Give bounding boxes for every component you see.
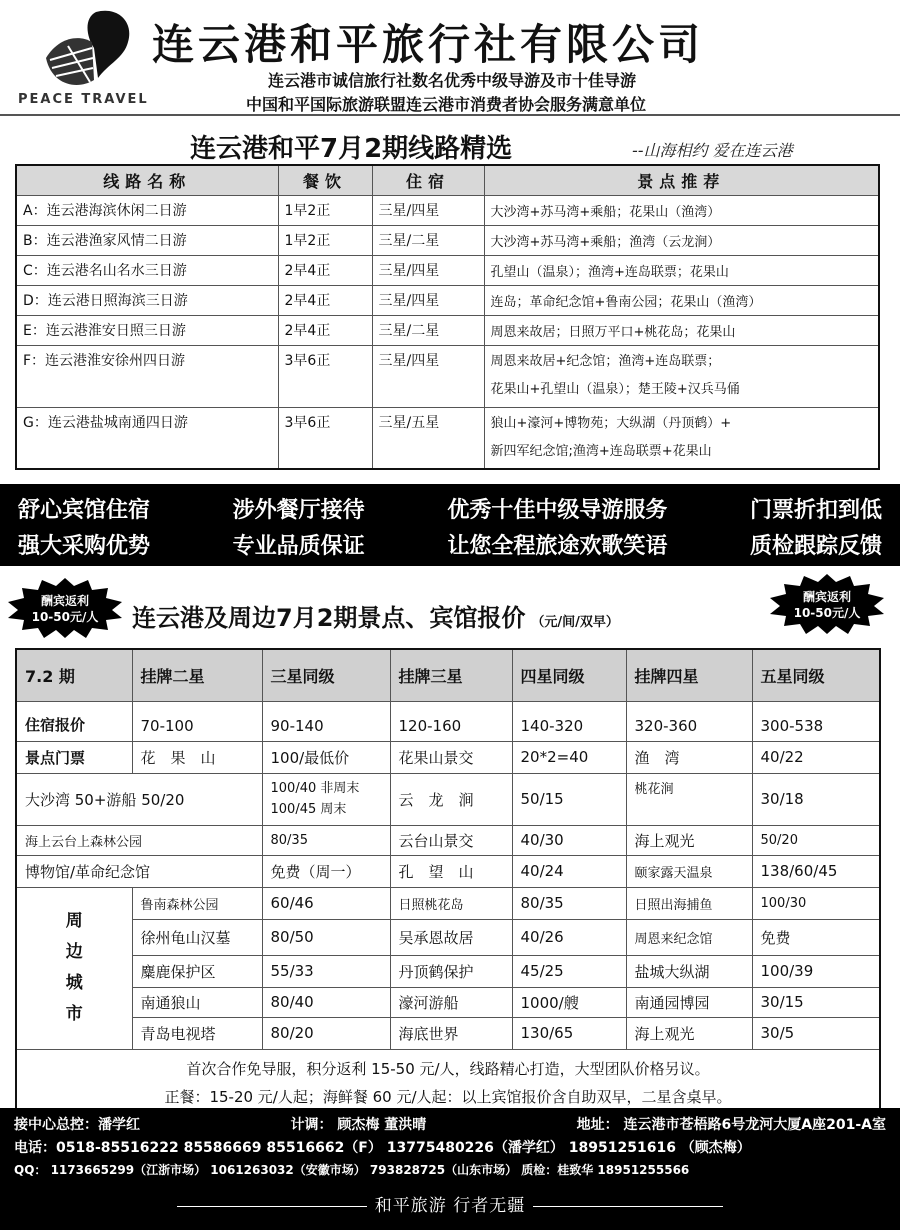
prices-title — [132, 598, 619, 633]
price-line: 100/45 周末 — [270, 802, 347, 817]
price-cell: 40/24 — [512, 855, 626, 887]
table-row — [16, 345, 879, 407]
spot-name: 云 龙 涧 — [390, 773, 512, 825]
col-header: 四星同级 — [512, 649, 626, 701]
footer-line — [14, 1112, 886, 1135]
spot-name: 云台山景交 — [390, 825, 512, 855]
spot-name: 吴承恩故居 — [390, 919, 512, 955]
routes-header-row — [16, 165, 879, 195]
table-row — [16, 741, 880, 773]
table-row — [16, 919, 880, 955]
rebate-badge-left — [6, 578, 124, 638]
slogan-rule — [177, 1206, 367, 1207]
table-row — [16, 855, 880, 887]
footer-line — [14, 1158, 886, 1181]
table-row — [16, 773, 880, 825]
prices-unit: （元/间/双早） — [531, 615, 619, 630]
spot-name: 海上观光 — [626, 1017, 752, 1049]
banner-item: 涉外餐厅接待 — [232, 497, 365, 523]
col-header: 挂牌四星 — [626, 649, 752, 701]
banner-line — [18, 490, 882, 526]
notes-cell — [16, 1049, 880, 1117]
price-line: 100/40 非周末 — [270, 781, 360, 796]
price-cell: 80/35 — [512, 887, 626, 919]
col-header: 五星同级 — [752, 649, 880, 701]
price-cell: 60/46 — [262, 887, 390, 919]
note-line: 首次合作免导服，积分返利 15-50 元/人，线路精心打造，大型团队价格另议。 — [186, 1059, 710, 1078]
spot-name: 颐家露天温泉 — [626, 855, 752, 887]
price-cell: 80/50 — [262, 919, 390, 955]
service-banner — [0, 484, 900, 566]
price-cell: 80/40 — [262, 987, 390, 1017]
price-cell: 320-360 — [626, 701, 752, 741]
route-hotel: 三星/四星 — [372, 285, 484, 315]
planners: 计调： 顾杰梅 董洪晴 — [290, 1116, 427, 1133]
spot-name: 南通狼山 — [132, 987, 262, 1017]
col-header: 景点推荐 — [484, 165, 879, 195]
qq-numbers: QQ： 1173665299（江浙市场） 1061263032（安徽市场） 793828725（山东市场） 质检：桂致华 18951255566 — [14, 1163, 690, 1177]
badge-line: 10-50元/人 — [793, 606, 861, 620]
spot-name: 丹顶鹤保护 — [390, 955, 512, 987]
control-center: 接中心总控：潘学红 — [14, 1116, 140, 1133]
price-cell — [262, 773, 390, 825]
table-row — [16, 285, 879, 315]
route-meal: 1早2正 — [278, 195, 372, 225]
note-line: 正餐：15-20 元/人起；海鲜餐 60 元/人起：以上宾馆报价含自助双早，二星含桌早。 — [164, 1087, 732, 1106]
prices-title-text: 连云港及周边7月2期景点、宾馆报价 — [132, 604, 526, 632]
price-cell: 30/18 — [752, 773, 880, 825]
col-header: 住宿 — [372, 165, 484, 195]
badge-line: 10-50元/人 — [31, 610, 99, 624]
price-cell: 80/35 — [262, 825, 390, 855]
banner-item: 舒心宾馆住宿 — [18, 497, 151, 523]
price-cell: 138/60/45 — [752, 855, 880, 887]
route-spots: 大沙湾+苏马湾+乘船；花果山（渔湾） — [484, 195, 879, 225]
spot-name: 桃花涧 — [626, 773, 752, 825]
route-hotel: 三星/四星 — [372, 255, 484, 285]
spot-name: 大沙湾 50+游船 50/20 — [16, 773, 262, 825]
spot-name: 海底世界 — [390, 1017, 512, 1049]
slogan-rule — [533, 1206, 723, 1207]
price-cell: 免费（周一） — [262, 855, 390, 887]
spot-name: 海上云台上森林公园 — [16, 825, 262, 855]
badge-line: 酬宾返利 — [802, 590, 851, 604]
subtitle-1: 连云港市诚信旅行社数名优秀中级导游及市十佳导游 — [268, 71, 637, 90]
logo-text: PEACE TRAVEL — [18, 92, 149, 107]
route-hotel: 三星/五星 — [372, 407, 484, 469]
route-hotel: 三星/二星 — [372, 315, 484, 345]
routes-title: 连云港和平7月2期线路精选 — [190, 134, 513, 164]
divider — [0, 114, 900, 116]
spot-name: 日照桃花岛 — [390, 887, 512, 919]
price-cell: 1000/艘 — [512, 987, 626, 1017]
spot-name: 盐城大纵湖 — [626, 955, 752, 987]
rebate-badge-right — [768, 574, 886, 634]
route-spots: 孔望山（温泉）；渔湾+连岛联票；花果山 — [484, 255, 879, 285]
spot-name: 海上观光 — [626, 825, 752, 855]
footer-slogan — [14, 1191, 886, 1216]
spot-name: 徐州龟山汉墓 — [132, 919, 262, 955]
price-cell: 40/26 — [512, 919, 626, 955]
route-spots: 连岛；革命纪念馆+鲁南公园；花果山（渔湾） — [484, 285, 879, 315]
prices-table — [15, 648, 881, 1118]
route-spots-line: 花果山+孔望山（温泉）；楚王陵+汉兵马俑 — [490, 382, 740, 397]
route-meal: 2早4正 — [278, 285, 372, 315]
price-cell: 免费 — [752, 919, 880, 955]
price-cell: 120-160 — [390, 701, 512, 741]
spot-name: 南通园博园 — [626, 987, 752, 1017]
col-header: 餐饮 — [278, 165, 372, 195]
route-name: C：连云港名山名水三日游 — [16, 255, 278, 285]
price-cell: 30/5 — [752, 1017, 880, 1049]
company-name: 连云港和平旅行社有限公司 — [152, 20, 705, 69]
route-name: E：连云港淮安日照三日游 — [16, 315, 278, 345]
footer-line — [14, 1135, 886, 1158]
peace-travel-logo-icon — [38, 8, 138, 92]
col-header: 挂牌二星 — [132, 649, 262, 701]
banner-item: 质检跟踪反馈 — [749, 533, 882, 559]
nearby-cities-text: 周边城市 — [65, 911, 83, 1024]
phones: 电话：0518-85516222 85586669 85516662（F） 13775480226（潘学红） 18951251616 （顾杰梅） — [14, 1139, 751, 1156]
table-row — [16, 955, 880, 987]
subtitle-2: 中国和平国际旅游联盟连云港市消费者协会服务满意单位 — [246, 95, 647, 114]
routes-table — [15, 164, 880, 470]
table-row — [16, 825, 880, 855]
spot-name: 周恩来纪念馆 — [626, 919, 752, 955]
spot-name: 博物馆/革命纪念馆 — [16, 855, 262, 887]
route-spots — [484, 345, 879, 407]
price-cell: 45/25 — [512, 955, 626, 987]
slogan-text: 和平旅游 行者无疆 — [374, 1196, 526, 1216]
table-row — [16, 195, 879, 225]
notes-row — [16, 1049, 880, 1117]
banner-line — [18, 526, 882, 562]
col-header: 线路名称 — [16, 165, 278, 195]
table-row — [16, 1017, 880, 1049]
spot-name: 渔 湾 — [626, 741, 752, 773]
price-cell: 90-140 — [262, 701, 390, 741]
banner-item: 门票折扣到低 — [749, 497, 882, 523]
spot-name: 日照出海捕鱼 — [626, 887, 752, 919]
company-logo — [18, 8, 150, 112]
nearby-cities-label — [16, 887, 132, 1049]
spot-name: 鲁南森林公园 — [132, 887, 262, 919]
route-spots — [484, 407, 879, 469]
price-cell: 20*2=40 — [512, 741, 626, 773]
routes-slogan: --山海相约 爱在连云港 — [632, 141, 793, 160]
route-meal: 2早4正 — [278, 255, 372, 285]
price-cell: 50/20 — [752, 825, 880, 855]
table-row — [16, 887, 880, 919]
banner-item: 强大采购优势 — [18, 533, 151, 559]
route-name: A：连云港海滨休闲二日游 — [16, 195, 278, 225]
price-cell: 80/20 — [262, 1017, 390, 1049]
spot-name: 花果山景交 — [390, 741, 512, 773]
route-name: G：连云港盐城南通四日游 — [16, 407, 278, 469]
price-cell: 100/30 — [752, 887, 880, 919]
route-meal: 1早2正 — [278, 225, 372, 255]
price-cell: 300-538 — [752, 701, 880, 741]
table-row — [16, 987, 880, 1017]
route-name: B：连云港渔家风情二日游 — [16, 225, 278, 255]
address: 地址： 连云港市苍梧路6号龙河大厦A座201-A室 — [576, 1116, 886, 1133]
route-spots: 大沙湾+苏马湾+乘船；渔湾（云龙涧） — [484, 225, 879, 255]
route-name: D：连云港日照海滨三日游 — [16, 285, 278, 315]
route-spots: 周恩来故居；日照万平口+桃花岛；花果山 — [484, 315, 879, 345]
price-cell: 100/39 — [752, 955, 880, 987]
price-cell: 100/最低价 — [262, 741, 390, 773]
spot-name: 孔 望 山 — [390, 855, 512, 887]
route-meal: 2早4正 — [278, 315, 372, 345]
route-name: F：连云港淮安徐州四日游 — [16, 345, 278, 407]
spot-name: 麋鹿保护区 — [132, 955, 262, 987]
table-row — [16, 225, 879, 255]
col-header: 三星同级 — [262, 649, 390, 701]
row-label: 景点门票 — [16, 741, 132, 773]
price-cell: 70-100 — [132, 701, 262, 741]
price-cell: 50/15 — [512, 773, 626, 825]
spot-name: 花 果 山 — [132, 741, 262, 773]
col-header: 7.2 期 — [16, 649, 132, 701]
table-row — [16, 407, 879, 469]
route-hotel: 三星/二星 — [372, 225, 484, 255]
price-cell: 40/22 — [752, 741, 880, 773]
prices-header-row — [16, 649, 880, 701]
route-spots-line: 周恩来故居+纪念馆；渔湾+连岛联票； — [490, 354, 721, 369]
banner-item: 让您全程旅途欢歌笑语 — [447, 533, 668, 559]
price-cell: 40/30 — [512, 825, 626, 855]
contact-footer — [0, 1108, 900, 1230]
price-cell: 55/33 — [262, 955, 390, 987]
spot-name: 濠河游船 — [390, 987, 512, 1017]
hotel-price-row — [16, 701, 880, 741]
row-label: 住宿报价 — [16, 701, 132, 741]
badge-line: 酬宾返利 — [40, 594, 89, 608]
route-hotel: 三星/四星 — [372, 195, 484, 225]
banner-item: 优秀十佳中级导游服务 — [447, 497, 668, 523]
table-row — [16, 315, 879, 345]
price-cell: 140-320 — [512, 701, 626, 741]
table-row — [16, 255, 879, 285]
route-spots-line: 狼山+濠河+博物苑；大纵湖（丹顶鹤）+ — [490, 415, 732, 431]
route-meal: 3早6正 — [278, 345, 372, 407]
price-cell: 130/65 — [512, 1017, 626, 1049]
col-header: 挂牌三星 — [390, 649, 512, 701]
route-spots-line: 新四军纪念馆;渔湾+连岛联票+花果山 — [490, 443, 712, 459]
price-cell: 30/15 — [752, 987, 880, 1017]
banner-item: 专业品质保证 — [232, 533, 365, 559]
route-hotel: 三星/四星 — [372, 345, 484, 407]
spot-name: 青岛电视塔 — [132, 1017, 262, 1049]
route-meal: 3早6正 — [278, 407, 372, 469]
